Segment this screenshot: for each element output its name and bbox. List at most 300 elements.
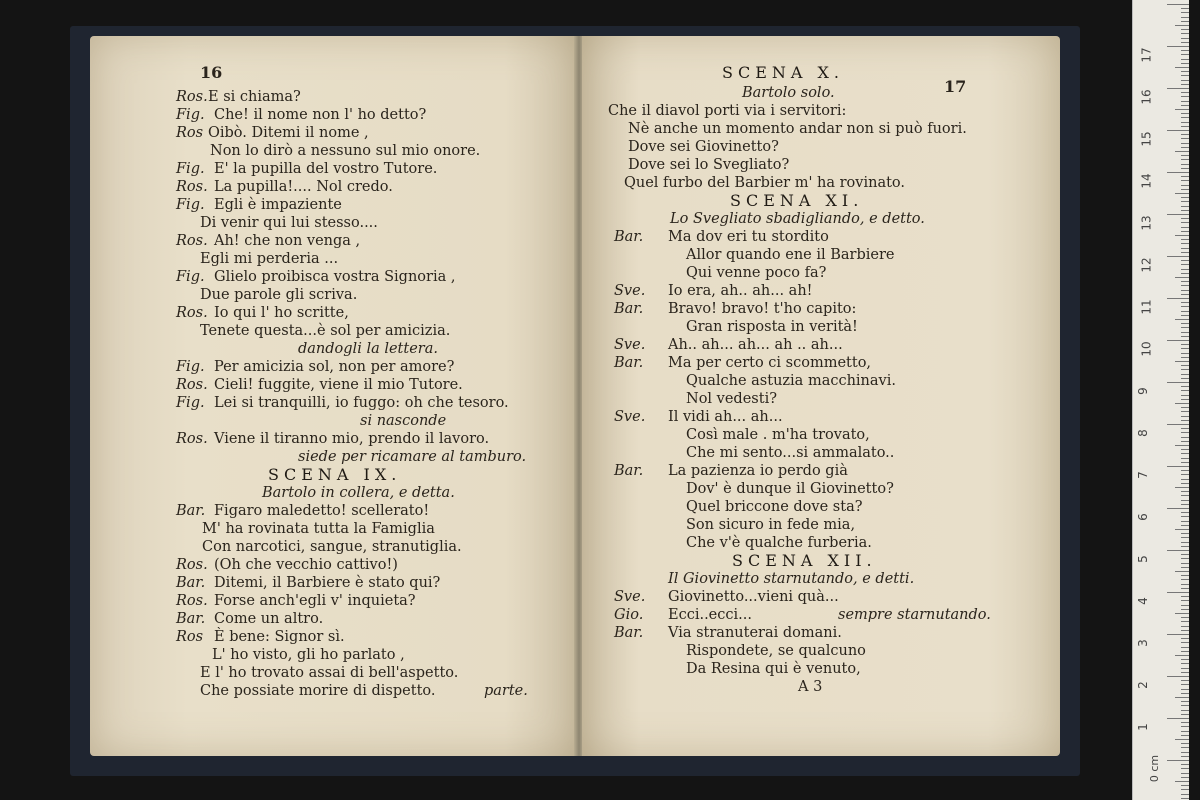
verse-line: Dove sei Giovinetto? <box>628 139 779 155</box>
ruler-tick <box>1167 592 1189 593</box>
ruler-tick <box>1181 8 1189 9</box>
ruler-tick <box>1181 147 1189 148</box>
ruler-tick <box>1181 269 1189 270</box>
ruler-number: 11 <box>1139 299 1154 315</box>
ruler-tick <box>1181 411 1189 412</box>
ruler-number: 10 <box>1139 341 1154 357</box>
verse-line: Il vidi ah... ah... <box>668 409 783 425</box>
ruler-tick <box>1181 105 1189 106</box>
ruler-tick <box>1175 487 1189 488</box>
ruler-tick <box>1181 642 1189 643</box>
speaker-tag: Fig. <box>176 197 205 213</box>
ruler-tick <box>1181 306 1189 307</box>
ruler-tick <box>1181 621 1189 622</box>
ruler-tick <box>1181 747 1189 748</box>
ruler-tick <box>1181 29 1189 30</box>
ruler-tick <box>1181 525 1189 526</box>
verse-line: Quel briccone dove sta? <box>686 499 863 515</box>
ruler-tick <box>1181 710 1189 711</box>
verse-line: Che! il nome non l' ho detto? <box>214 107 427 123</box>
ruler-number: 8 <box>1135 429 1150 437</box>
verse-line: Dove sei lo Svegliato? <box>628 157 790 173</box>
ruler-tick <box>1181 495 1189 496</box>
verse-line: Ah.. ah... ah... ah .. ah... <box>668 337 843 353</box>
ruler-tick <box>1181 159 1189 160</box>
ruler-number: 1 <box>1135 723 1150 731</box>
ruler-tick <box>1175 445 1189 446</box>
ruler-tick <box>1181 323 1189 324</box>
ruler-tick <box>1175 193 1189 194</box>
verse-line: (Oh che vecchio cattivo!) <box>214 557 398 573</box>
ruler-tick <box>1181 533 1189 534</box>
ruler-tick <box>1181 516 1189 517</box>
ruler-tick <box>1181 315 1189 316</box>
speaker-tag: Ros <box>176 125 204 141</box>
ruler-tick <box>1181 701 1189 702</box>
ruler-tick <box>1181 201 1189 202</box>
ruler-tick <box>1181 75 1189 76</box>
ruler-tick <box>1181 399 1189 400</box>
speaker-tag: Ros. <box>176 557 208 573</box>
speaker-tag: Ros. <box>176 377 208 393</box>
ruler-tick <box>1181 789 1189 790</box>
speaker-tag: Ros. <box>176 431 208 447</box>
ruler-tick <box>1181 164 1189 165</box>
verse-line: Egli è impaziente <box>214 197 342 213</box>
ruler-tick <box>1181 428 1189 429</box>
verse-line: Come un altro. <box>214 611 324 627</box>
verse-line: Qualche astuzia macchinavi. <box>686 373 896 389</box>
ruler-tick <box>1181 407 1189 408</box>
ruler-tick <box>1181 647 1189 648</box>
ruler-tick <box>1181 260 1189 261</box>
verse-line: Io qui l' ho scritte, <box>214 305 349 321</box>
ruler-label: 0 cm <box>1148 754 1162 783</box>
speaker-tag: Bar. <box>614 229 644 245</box>
ruler-tick <box>1175 697 1189 698</box>
verse-line: Figaro maledetto! scellerato! <box>214 503 430 519</box>
verse-line: Ma per certo ci scommetto, <box>668 355 872 371</box>
ruler-tick <box>1167 508 1189 509</box>
verse-line: Egli mi perderia ... <box>200 251 339 267</box>
ruler-tick <box>1181 651 1189 652</box>
ruler-tick <box>1167 298 1189 299</box>
ruler-tick <box>1167 4 1189 5</box>
ruler-tick <box>1181 638 1189 639</box>
ruler-tick <box>1181 54 1189 55</box>
speaker-tag: Bar. <box>614 463 644 479</box>
verse-line: Che mi sento...si ammalato.. <box>686 445 895 461</box>
ruler-tick <box>1167 424 1189 425</box>
stage-direction: Bartolo in collera, e detta. <box>262 485 455 501</box>
ruler-tick <box>1175 571 1189 572</box>
ruler-tick <box>1181 273 1189 274</box>
ruler-number: 13 <box>1139 215 1154 231</box>
ruler-tick <box>1181 794 1189 795</box>
speaker-tag: Fig. <box>176 107 205 123</box>
ruler-tick <box>1181 743 1189 744</box>
ruler-tick <box>1167 550 1189 551</box>
stage-direction: sempre starnutando. <box>838 607 991 623</box>
verse-line: Non lo dirò a nessuno sul mio onore. <box>210 143 481 159</box>
ruler-number: 17 <box>1139 47 1154 63</box>
ruler-tick <box>1181 210 1189 211</box>
ruler-number: 7 <box>1135 471 1150 479</box>
ruler-tick <box>1175 235 1189 236</box>
verse-line: Rispondete, se qualcuno <box>686 643 866 659</box>
ruler-tick <box>1181 42 1189 43</box>
ruler-tick <box>1181 584 1189 585</box>
ruler-tick <box>1181 432 1189 433</box>
ruler-tick <box>1181 483 1189 484</box>
speaker-tag: Bar. <box>176 503 206 519</box>
ruler-tick <box>1181 395 1189 396</box>
ruler-number: 5 <box>1135 555 1150 563</box>
ruler-tick <box>1181 567 1189 568</box>
ruler-tick <box>1181 374 1189 375</box>
ruler-tick <box>1181 227 1189 228</box>
ruler-tick <box>1181 231 1189 232</box>
speaker-tag: Fig. <box>176 269 205 285</box>
ruler-tick <box>1181 773 1189 774</box>
ruler-tick <box>1167 46 1189 47</box>
ruler-tick <box>1181 684 1189 685</box>
verse-line: Ecci..ecci... <box>668 607 752 623</box>
ruler-tick <box>1175 319 1189 320</box>
ruler-tick <box>1181 596 1189 597</box>
ruler-tick <box>1181 558 1189 559</box>
verse-line: A 3 <box>798 679 823 695</box>
verse-line: Gran risposta in verità! <box>686 319 858 335</box>
ruler-tick <box>1181 537 1189 538</box>
ruler-tick <box>1181 714 1189 715</box>
ruler-tick <box>1181 521 1189 522</box>
ruler-tick <box>1181 764 1189 765</box>
ruler-tick <box>1181 554 1189 555</box>
ruler-tick <box>1181 731 1189 732</box>
ruler-tick <box>1181 348 1189 349</box>
ruler-tick <box>1181 12 1189 13</box>
ruler-tick <box>1175 781 1189 782</box>
ruler-tick <box>1181 252 1189 253</box>
ruler-tick <box>1175 529 1189 530</box>
ruler-tick <box>1181 176 1189 177</box>
ruler-tick <box>1181 222 1189 223</box>
verse-line: Ah! che non venga , <box>214 233 361 249</box>
ruler-tick <box>1181 705 1189 706</box>
ruler-tick <box>1167 760 1189 761</box>
verse-line: Io era, ah.. ah... ah! <box>668 283 813 299</box>
ruler-tick <box>1181 458 1189 459</box>
ruler-tick <box>1181 369 1189 370</box>
ruler-tick <box>1181 609 1189 610</box>
verse-line: È bene: Signor sì. <box>214 629 345 645</box>
ruler-tick <box>1181 735 1189 736</box>
ruler-tick <box>1181 294 1189 295</box>
speaker-tag: Ros. <box>176 305 208 321</box>
ruler-number: 15 <box>1139 131 1154 147</box>
verse-line: Cieli! fuggite, viene il mio Tutore. <box>214 377 463 393</box>
ruler-tick <box>1181 71 1189 72</box>
ruler-tick <box>1175 613 1189 614</box>
ruler-tick <box>1181 504 1189 505</box>
ruler-tick <box>1181 336 1189 337</box>
verse-line: Ma dov eri tu stordito <box>668 229 829 245</box>
ruler-tick <box>1181 798 1189 799</box>
page-number: 17 <box>944 77 967 96</box>
ruler-tick <box>1181 474 1189 475</box>
ruler-tick <box>1181 38 1189 39</box>
speaker-tag: Ros <box>176 629 204 645</box>
ruler-tick <box>1181 17 1189 18</box>
ruler-tick <box>1181 600 1189 601</box>
ruler-tick <box>1181 285 1189 286</box>
ruler-tick <box>1181 248 1189 249</box>
verse-line: E si chiama? <box>208 89 301 105</box>
ruler-number: 16 <box>1139 89 1154 105</box>
stage-direction: Lo Svegliato sbadigliando, e detto. <box>670 211 925 227</box>
ruler-tick <box>1167 130 1189 131</box>
ruler-tick <box>1181 138 1189 139</box>
stage-direction: siede per ricamare al tamburo. <box>298 449 527 465</box>
ruler-tick <box>1181 378 1189 379</box>
ruler-tick <box>1181 563 1189 564</box>
ruler-tick <box>1181 390 1189 391</box>
stage-direction: Bartolo solo. <box>742 85 835 101</box>
verse-line: L' ho visto, gli ho parlato , <box>212 647 405 663</box>
ruler-tick <box>1181 663 1189 664</box>
ruler-tick <box>1175 109 1189 110</box>
ruler-tick <box>1175 151 1189 152</box>
verse-line: Quel furbo del Barbier m' ha rovinato. <box>624 175 906 191</box>
ruler-tick <box>1181 453 1189 454</box>
ruler-tick <box>1167 256 1189 257</box>
ruler-tick <box>1181 290 1189 291</box>
ruler-number: 12 <box>1139 257 1154 273</box>
verse-line: Da Resina qui è venuto, <box>686 661 861 677</box>
speaker-tag: Ros. <box>176 89 208 105</box>
ruler-number: 3 <box>1135 639 1150 647</box>
verse-line: M' ha rovinata tutta la Famiglia <box>202 521 435 537</box>
speaker-tag: Bar. <box>614 625 644 641</box>
ruler-tick <box>1181 243 1189 244</box>
ruler-tick <box>1181 33 1189 34</box>
ruler-number: 14 <box>1139 173 1154 189</box>
ruler-tick <box>1181 462 1189 463</box>
ruler-tick <box>1181 84 1189 85</box>
ruler-tick <box>1175 67 1189 68</box>
verse-line: Allor quando ene il Barbiere <box>686 247 895 263</box>
ruler-tick <box>1181 668 1189 669</box>
ruler-number: 6 <box>1135 513 1150 521</box>
ruler-tick <box>1181 168 1189 169</box>
verse-line: Qui venne poco fa? <box>686 265 827 281</box>
verse-line: Con narcotici, sangue, stranutiglia. <box>202 539 462 555</box>
ruler-tick <box>1181 264 1189 265</box>
verse-line: Dov' è dunque il Giovinetto? <box>686 481 894 497</box>
verse-line: Son sicuro in fede mia, <box>686 517 856 533</box>
ruler-tick <box>1167 676 1189 677</box>
ruler-tick <box>1181 327 1189 328</box>
ruler-tick <box>1181 180 1189 181</box>
speaker-tag: Bar. <box>614 301 644 317</box>
ruler-tick <box>1181 588 1189 589</box>
speaker-tag: Ros. <box>176 179 208 195</box>
verse-line: Lei si tranquilli, io fuggo: oh che tesoro. <box>214 395 509 411</box>
ruler-tick <box>1181 302 1189 303</box>
verse-line: E' la pupilla del vostro Tutore. <box>214 161 438 177</box>
verse-line: Forse anch'egli v' inquieta? <box>214 593 416 609</box>
ruler-number: 4 <box>1135 597 1150 605</box>
right-page <box>582 36 1060 756</box>
ruler-tick <box>1181 617 1189 618</box>
ruler-tick <box>1181 546 1189 547</box>
ruler-tick <box>1181 605 1189 606</box>
scene-heading: SCENA X. <box>722 63 844 82</box>
ruler-tick <box>1181 332 1189 333</box>
ruler-tick <box>1181 218 1189 219</box>
ruler-tick <box>1181 189 1189 190</box>
ruler-tick <box>1181 59 1189 60</box>
ruler-tick <box>1181 693 1189 694</box>
ruler-tick <box>1181 500 1189 501</box>
speaker-tag: Sve. <box>614 283 646 299</box>
verse-line: E l' ho trovato assai di bell'aspetto. <box>200 665 459 681</box>
ruler-tick <box>1175 403 1189 404</box>
ruler-tick <box>1175 739 1189 740</box>
ruler-tick <box>1167 466 1189 467</box>
ruler-tick <box>1167 214 1189 215</box>
measurement-ruler <box>1132 0 1189 800</box>
ruler-tick <box>1181 756 1189 757</box>
speaker-tag: Fig. <box>176 395 205 411</box>
verse-line: Due parole gli scriva. <box>200 287 358 303</box>
ruler-tick <box>1181 63 1189 64</box>
verse-line: Via stranuterai domani. <box>668 625 842 641</box>
ruler-tick <box>1181 768 1189 769</box>
ruler-tick <box>1181 122 1189 123</box>
stage-direction: dandogli la lettera. <box>298 341 438 357</box>
ruler-tick <box>1167 382 1189 383</box>
verse-line: Per amicizia sol, non per amore? <box>214 359 455 375</box>
verse-line: Bravo! bravo! t'ho capito: <box>668 301 857 317</box>
ruler-tick <box>1181 80 1189 81</box>
ruler-tick <box>1181 785 1189 786</box>
ruler-tick <box>1181 441 1189 442</box>
stage-direction: parte. <box>484 683 528 699</box>
ruler-tick <box>1181 185 1189 186</box>
ruler-tick <box>1175 361 1189 362</box>
ruler-tick <box>1181 96 1189 97</box>
ruler-tick <box>1181 491 1189 492</box>
ruler-tick <box>1181 386 1189 387</box>
ruler-tick <box>1181 420 1189 421</box>
stage-direction: Il Giovinetto starnutando, e detti. <box>668 571 915 587</box>
ruler-tick <box>1181 752 1189 753</box>
speaker-tag: Sve. <box>614 589 646 605</box>
ruler-tick <box>1181 239 1189 240</box>
ruler-tick <box>1181 21 1189 22</box>
ruler-tick <box>1167 172 1189 173</box>
ruler-tick <box>1181 659 1189 660</box>
ruler-tick <box>1181 92 1189 93</box>
ruler-tick <box>1181 626 1189 627</box>
verse-line: Nol vedesti? <box>686 391 777 407</box>
speaker-tag: Bar. <box>176 611 206 627</box>
ruler-tick <box>1181 542 1189 543</box>
ruler-tick <box>1181 680 1189 681</box>
page-number: 16 <box>200 63 223 82</box>
verse-line: Così male . m'ha trovato, <box>686 427 870 443</box>
speaker-tag: Sve. <box>614 409 646 425</box>
verse-line: Di venir qui lui stesso.... <box>200 215 378 231</box>
ruler-tick <box>1181 197 1189 198</box>
ruler-tick <box>1181 470 1189 471</box>
ruler-tick <box>1181 365 1189 366</box>
ruler-tick <box>1181 479 1189 480</box>
ruler-tick <box>1175 25 1189 26</box>
verse-line: Nè anche un momento andar non si può fuori. <box>628 121 967 137</box>
ruler-tick <box>1181 437 1189 438</box>
scene-heading: SCENA XII. <box>732 551 877 570</box>
ruler-tick <box>1181 113 1189 114</box>
ruler-tick <box>1181 117 1189 118</box>
speaker-tag: Bar. <box>176 575 206 591</box>
verse-line: Ditemi, il Barbiere è stato qui? <box>214 575 441 591</box>
ruler-number: 9 <box>1135 387 1150 395</box>
ruler-tick <box>1181 344 1189 345</box>
speaker-tag: Ros. <box>176 593 208 609</box>
verse-line: Viene il tiranno mio, prendo il lavoro. <box>214 431 490 447</box>
verse-line: Che v'è qualche furberia. <box>686 535 872 551</box>
ruler-tick <box>1181 206 1189 207</box>
verse-line: Tenete questa...è sol per amicizia. <box>200 323 451 339</box>
ruler-tick <box>1181 311 1189 312</box>
scene-heading: SCENA IX. <box>268 465 402 484</box>
ruler-tick <box>1181 726 1189 727</box>
speaker-tag: Ros. <box>176 233 208 249</box>
ruler-tick <box>1167 88 1189 89</box>
ruler-tick <box>1181 143 1189 144</box>
ruler-tick <box>1181 722 1189 723</box>
ruler-tick <box>1181 353 1189 354</box>
speaker-tag: Sve. <box>614 337 646 353</box>
ruler-tick <box>1181 777 1189 778</box>
ruler-tick <box>1167 718 1189 719</box>
ruler-tick <box>1181 416 1189 417</box>
ruler-number: 2 <box>1135 681 1150 689</box>
ruler-tick <box>1167 340 1189 341</box>
ruler-tick <box>1181 449 1189 450</box>
ruler-tick <box>1181 579 1189 580</box>
verse-line: La pupilla!.... Nol credo. <box>214 179 393 195</box>
ruler-tick <box>1181 357 1189 358</box>
verse-line: La pazienza io perdo già <box>668 463 848 479</box>
ruler-tick <box>1181 134 1189 135</box>
stage-direction: si nasconde <box>360 413 447 429</box>
speaker-tag: Bar. <box>614 355 644 371</box>
ruler-tick <box>1181 575 1189 576</box>
ruler-tick <box>1175 277 1189 278</box>
verse-line: Giovinetto...vieni quà... <box>668 589 839 605</box>
ruler-tick <box>1181 126 1189 127</box>
ruler-tick <box>1181 101 1189 102</box>
verse-line: Che il diavol porti via i servitori: <box>608 103 847 119</box>
ruler-tick <box>1181 689 1189 690</box>
speaker-tag: Fig. <box>176 161 205 177</box>
verse-line: Oibò. Ditemi il nome , <box>208 125 369 141</box>
scene-heading: SCENA XI. <box>730 191 864 210</box>
